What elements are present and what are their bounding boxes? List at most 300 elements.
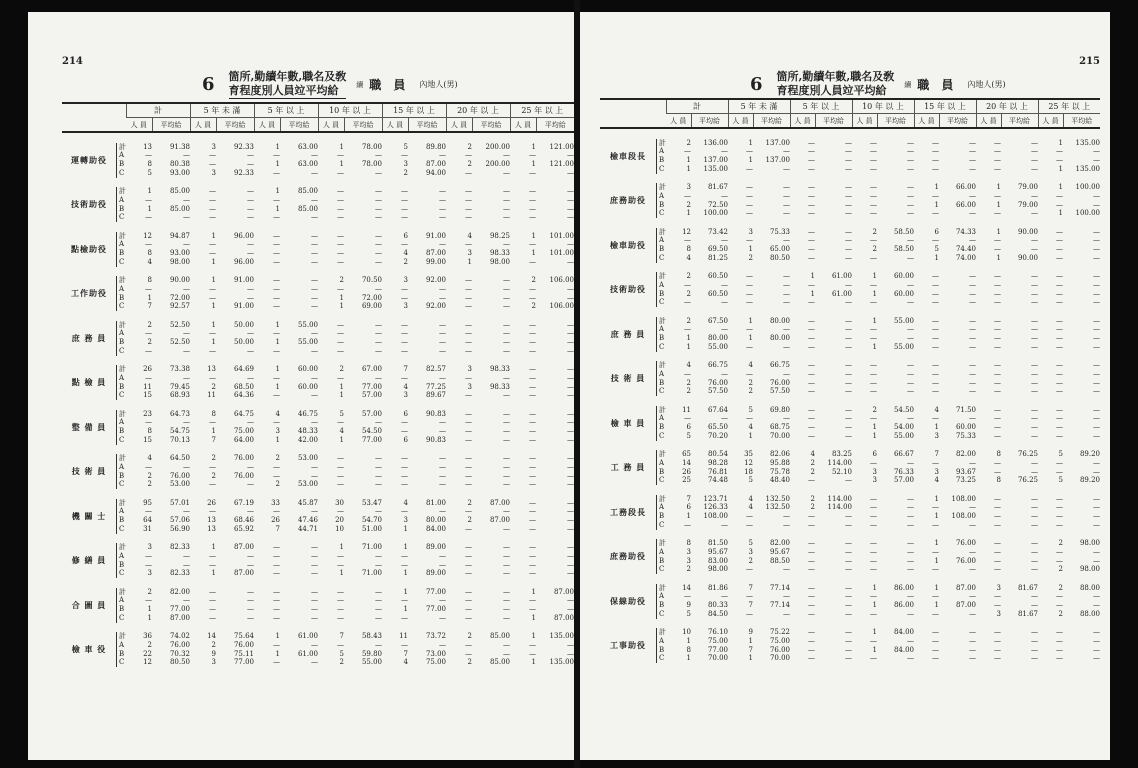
table-row xyxy=(62,169,574,178)
count-cell: — xyxy=(1056,245,1063,254)
average-pay-cell: 55.00 xyxy=(297,320,318,329)
average-pay-cell: — xyxy=(1031,156,1038,165)
average-pay-cell: 114.00 xyxy=(827,494,852,503)
average-pay-cell: — xyxy=(183,195,190,204)
education-level-label: A xyxy=(656,548,664,557)
count-cell: — xyxy=(808,334,815,343)
table-row xyxy=(62,365,574,374)
count-cell: 4 xyxy=(339,427,344,436)
row-key-cell xyxy=(656,209,666,218)
average-pay-cell: — xyxy=(439,596,446,605)
count-cell: — xyxy=(808,316,815,325)
average-pay-cell: — xyxy=(1031,414,1038,423)
average-pay-cell: 91.38 xyxy=(169,142,190,151)
average-pay-cell: — xyxy=(845,601,852,610)
count-cell: — xyxy=(145,329,152,338)
average-pay-cell: 92.00 xyxy=(425,302,446,311)
average-pay-cell: — xyxy=(503,543,510,552)
average-pay-cell: — xyxy=(567,338,574,347)
count-cell: 1 xyxy=(686,164,691,173)
count-cell: — xyxy=(932,334,939,343)
average-pay-header: 平均給 xyxy=(536,118,574,133)
average-pay-cell: 98.00 xyxy=(1079,539,1100,548)
average-pay-cell: 137.00 xyxy=(703,156,728,165)
count-cell: 2 xyxy=(275,480,280,489)
average-pay-cell: 86.00 xyxy=(893,583,914,592)
table-note: 內地人(男) xyxy=(419,80,458,89)
average-pay-cell: — xyxy=(439,613,446,622)
count-cell: — xyxy=(870,512,877,521)
education-level-label: A xyxy=(116,418,124,427)
table-number: 6 xyxy=(750,74,763,95)
average-pay-cell: — xyxy=(503,613,510,622)
average-pay-cell: 98.00 xyxy=(489,257,510,266)
count-cell: — xyxy=(273,151,280,160)
count-cell: — xyxy=(401,346,408,355)
count-cell: — xyxy=(529,213,536,222)
row-key-cell xyxy=(116,276,126,285)
average-pay-cell: — xyxy=(567,640,574,649)
count-cell: — xyxy=(209,195,216,204)
average-pay-cell: — xyxy=(1093,405,1100,414)
average-pay-cell: — xyxy=(247,613,254,622)
row-key-cell xyxy=(656,236,666,245)
average-pay-cell: 76.00 xyxy=(233,454,254,463)
count-cell: — xyxy=(808,592,815,601)
count-cell: — xyxy=(465,195,472,204)
count-cell: — xyxy=(1056,628,1063,637)
count-cell: 3 xyxy=(211,658,216,667)
average-pay-cell: 52.50 xyxy=(169,338,190,347)
average-pay-cell: 75.33 xyxy=(955,431,976,440)
table-row xyxy=(600,139,1100,148)
count-cell: — xyxy=(337,151,344,160)
average-pay-cell: — xyxy=(1031,467,1038,476)
count-cell: 8 xyxy=(996,450,1001,459)
education-level-label: C xyxy=(656,432,664,441)
average-pay-cell: — xyxy=(439,195,446,204)
count-cell: — xyxy=(684,414,691,423)
average-pay-cell: 55.00 xyxy=(893,342,914,351)
count-cell: 13 xyxy=(207,365,216,374)
average-pay-cell: 64.36 xyxy=(233,391,254,400)
average-pay-cell: 90.83 xyxy=(425,435,446,444)
count-cell: — xyxy=(145,418,152,427)
count-cell: — xyxy=(870,236,877,245)
average-pay-cell: — xyxy=(969,289,976,298)
average-pay-cell: — xyxy=(375,373,382,382)
table-row xyxy=(62,427,574,436)
table-row xyxy=(600,165,1100,174)
count-cell: 1 xyxy=(403,524,408,533)
group-spacer xyxy=(600,530,1100,540)
average-pay-cell: — xyxy=(311,231,318,240)
count-cell: — xyxy=(273,462,280,471)
row-key-cell xyxy=(656,646,666,655)
average-pay-cell: — xyxy=(845,628,852,637)
average-pay-cell: 91.00 xyxy=(233,276,254,285)
average-pay-cell: — xyxy=(907,414,914,423)
average-pay-cell: — xyxy=(503,587,510,596)
education-level-label: B xyxy=(656,379,664,388)
count-cell: 1 xyxy=(934,583,939,592)
count-cell: — xyxy=(808,191,815,200)
count-cell: — xyxy=(465,507,472,516)
row-key-cell xyxy=(656,450,666,459)
average-pay-cell: — xyxy=(311,293,318,302)
average-pay-cell: 77.00 xyxy=(707,645,728,654)
count-cell: — xyxy=(1056,289,1063,298)
table-row xyxy=(600,610,1100,619)
average-pay-cell: — xyxy=(907,334,914,343)
average-pay-cell: — xyxy=(375,587,382,596)
row-key-cell xyxy=(656,654,666,663)
job-title-label: 庶務助役 xyxy=(610,195,646,206)
education-level-label: A xyxy=(116,240,124,249)
row-key-cell xyxy=(116,169,126,178)
average-pay-cell: 85.00 xyxy=(489,658,510,667)
count-cell: 3 xyxy=(686,183,691,192)
count-cell: 14 xyxy=(682,583,691,592)
average-pay-cell: — xyxy=(567,524,574,533)
average-pay-cell: 99.00 xyxy=(425,257,446,266)
count-cell: — xyxy=(994,325,1001,334)
average-pay-cell: — xyxy=(567,427,574,436)
row-key-cell xyxy=(116,463,126,472)
average-pay-cell: — xyxy=(1093,369,1100,378)
count-cell: — xyxy=(808,361,815,370)
average-pay-cell: — xyxy=(969,654,976,663)
table-row xyxy=(62,383,574,392)
count-cell: 9 xyxy=(686,601,691,610)
count-cell: — xyxy=(932,289,939,298)
average-pay-cell: 76.25 xyxy=(1017,450,1038,459)
count-cell: — xyxy=(529,498,536,507)
row-key-cell xyxy=(116,391,126,400)
count-cell: 8 xyxy=(147,427,152,436)
count-cell: 1 xyxy=(934,556,939,565)
average-pay-cell: — xyxy=(845,512,852,521)
row-key-cell xyxy=(656,601,666,610)
count-cell: 2 xyxy=(748,556,753,565)
average-pay-cell: — xyxy=(183,418,190,427)
row-key-cell xyxy=(116,507,126,516)
average-pay-cell: 95.67 xyxy=(707,547,728,556)
count-cell: 1 xyxy=(147,613,152,622)
table-row xyxy=(600,628,1100,637)
average-pay-cell: — xyxy=(845,609,852,618)
average-pay-cell: 83.00 xyxy=(707,556,728,565)
table-row xyxy=(600,432,1100,441)
count-cell: 5 xyxy=(748,476,753,485)
average-pay-cell: 98.00 xyxy=(1079,565,1100,574)
count-cell: — xyxy=(273,543,280,552)
count-cell: 5 xyxy=(339,409,344,418)
average-pay-cell: — xyxy=(375,338,382,347)
count-cell: 1 xyxy=(996,253,1001,262)
count-cell: — xyxy=(529,480,536,489)
average-pay-cell: — xyxy=(1093,467,1100,476)
average-pay-cell: — xyxy=(503,195,510,204)
average-pay-header: 平均給 xyxy=(1001,114,1038,129)
count-cell: 11 xyxy=(399,632,408,641)
count-cell: 1 xyxy=(934,183,939,192)
average-pay-cell: — xyxy=(1093,458,1100,467)
row-key-cell xyxy=(656,228,666,237)
count-cell: 1 xyxy=(211,338,216,347)
group-spacer xyxy=(62,267,574,277)
count-cell: 4 xyxy=(748,361,753,370)
count-cell: — xyxy=(209,596,216,605)
average-pay-cell: — xyxy=(783,592,790,601)
average-pay-cell: — xyxy=(1093,289,1100,298)
average-pay-cell: 50.00 xyxy=(233,338,254,347)
row-key-cell xyxy=(116,321,126,330)
count-cell: 33 xyxy=(271,498,280,507)
average-pay-cell: — xyxy=(845,556,852,565)
count-cell: 3 xyxy=(403,516,408,525)
average-pay-cell: 135.00 xyxy=(549,658,574,667)
education-level-label: 計 xyxy=(656,183,666,192)
average-pay-cell: — xyxy=(907,369,914,378)
average-pay-cell: — xyxy=(721,147,728,156)
row-key-cell xyxy=(656,147,666,156)
average-pay-cell: — xyxy=(439,640,446,649)
average-pay-cell: — xyxy=(721,280,728,289)
count-cell: — xyxy=(529,524,536,533)
count-cell: — xyxy=(273,302,280,311)
average-pay-cell: — xyxy=(845,200,852,209)
column-group-header: 10 年 以 上 xyxy=(318,103,382,118)
average-pay-cell: — xyxy=(247,587,254,596)
count-cell: — xyxy=(808,236,815,245)
count-cell: — xyxy=(932,520,939,529)
table-row xyxy=(62,338,574,347)
count-cell: 4 xyxy=(686,253,691,262)
count-cell: — xyxy=(337,187,344,196)
count-cell: — xyxy=(932,236,939,245)
average-pay-cell: — xyxy=(503,435,510,444)
table-row xyxy=(62,596,574,605)
count-cell: — xyxy=(209,240,216,249)
average-pay-cell: 74.40 xyxy=(955,245,976,254)
average-pay-cell: 84.50 xyxy=(707,609,728,618)
average-pay-cell: — xyxy=(969,378,976,387)
count-cell: — xyxy=(808,414,815,423)
average-pay-cell: — xyxy=(567,409,574,418)
average-pay-cell: 135.00 xyxy=(1075,164,1100,173)
count-cell: — xyxy=(994,236,1001,245)
table-row xyxy=(600,406,1100,415)
average-pay-cell: 53.00 xyxy=(297,480,318,489)
average-pay-cell: — xyxy=(375,187,382,196)
job-title-label: 修 繕 員 xyxy=(71,555,107,566)
count-cell: 2 xyxy=(531,276,536,285)
education-level-label: 計 xyxy=(116,543,126,552)
average-pay-cell: — xyxy=(567,551,574,560)
average-pay-cell: 77.00 xyxy=(361,435,382,444)
count-cell: — xyxy=(465,346,472,355)
count-cell: 3 xyxy=(996,609,1001,618)
average-pay-cell: — xyxy=(247,462,254,471)
count-cell: — xyxy=(145,284,152,293)
row-key-cell xyxy=(656,370,666,379)
average-pay-cell: — xyxy=(1031,520,1038,529)
count-cell: 2 xyxy=(467,632,472,641)
count-cell: — xyxy=(1056,503,1063,512)
count-cell: — xyxy=(870,378,877,387)
count-cell: — xyxy=(1056,272,1063,281)
count-header: 人 員 xyxy=(728,114,753,129)
count-cell: — xyxy=(401,596,408,605)
education-level-label: B xyxy=(116,249,124,258)
average-pay-cell: — xyxy=(375,507,382,516)
table-row xyxy=(62,160,574,169)
row-key-cell xyxy=(116,454,126,463)
average-pay-cell: 80.00 xyxy=(707,334,728,343)
average-pay-cell: — xyxy=(247,480,254,489)
average-pay-cell: — xyxy=(1031,601,1038,610)
table-row xyxy=(62,321,574,330)
average-pay-cell: — xyxy=(721,369,728,378)
average-pay-cell: 75.64 xyxy=(233,632,254,641)
average-pay-cell: — xyxy=(783,209,790,218)
average-pay-cell: 76.10 xyxy=(707,628,728,637)
average-pay-cell: — xyxy=(969,164,976,173)
count-cell: — xyxy=(273,658,280,667)
average-pay-cell: — xyxy=(567,320,574,329)
average-pay-cell: — xyxy=(247,240,254,249)
education-level-label: B xyxy=(116,650,124,659)
count-cell: 4 xyxy=(748,423,753,432)
column-group-header: 25 年 以 上 xyxy=(510,103,574,118)
average-pay-cell: 68.46 xyxy=(233,516,254,525)
average-pay-cell: — xyxy=(845,191,852,200)
count-cell: — xyxy=(808,539,815,548)
count-cell: 1 xyxy=(211,257,216,266)
average-pay-cell: 80.00 xyxy=(425,516,446,525)
average-pay-cell: 68.93 xyxy=(169,391,190,400)
count-cell: — xyxy=(994,280,1001,289)
table-row xyxy=(62,614,574,623)
count-cell: — xyxy=(994,405,1001,414)
count-cell: 2 xyxy=(872,245,877,254)
row-key-cell xyxy=(116,632,126,641)
average-pay-cell: 87.00 xyxy=(553,613,574,622)
average-pay-cell: 87.00 xyxy=(489,516,510,525)
average-pay-cell: — xyxy=(1031,636,1038,645)
count-cell: — xyxy=(746,298,753,307)
row-key-cell xyxy=(116,213,126,222)
row-key-cell xyxy=(656,423,666,432)
count-cell: — xyxy=(209,329,216,338)
count-cell: 10 xyxy=(682,628,691,637)
average-pay-cell: 61.00 xyxy=(297,632,318,641)
average-pay-cell: — xyxy=(907,325,914,334)
average-pay-cell: 66.00 xyxy=(955,200,976,209)
average-pay-cell: 101.00 xyxy=(549,231,574,240)
count-cell: 1 xyxy=(531,658,536,667)
count-cell: — xyxy=(808,476,815,485)
count-cell: 30 xyxy=(335,498,344,507)
count-cell: 4 xyxy=(403,382,408,391)
row-key-cell xyxy=(116,569,126,578)
average-pay-cell: — xyxy=(907,512,914,521)
count-cell: — xyxy=(465,462,472,471)
count-cell: — xyxy=(932,272,939,281)
count-cell: — xyxy=(808,342,815,351)
group-spacer xyxy=(62,623,574,633)
count-cell: 2 xyxy=(810,467,815,476)
count-cell: — xyxy=(337,329,344,338)
count-cell: 3 xyxy=(403,160,408,169)
education-level-label: B xyxy=(656,245,664,254)
average-pay-cell: 135.00 xyxy=(549,632,574,641)
job-title-label: 技術助役 xyxy=(610,284,646,295)
count-cell: — xyxy=(808,645,815,654)
average-pay-cell: — xyxy=(1093,298,1100,307)
group-spacer xyxy=(600,574,1100,584)
count-cell: — xyxy=(401,195,408,204)
education-level-label: C xyxy=(116,614,124,623)
table-row xyxy=(62,605,574,614)
count-cell: 2 xyxy=(810,503,815,512)
row-key-cell xyxy=(116,499,126,508)
count-cell: — xyxy=(808,164,815,173)
table-row xyxy=(62,205,574,214)
average-pay-cell: — xyxy=(1031,325,1038,334)
average-pay-cell: — xyxy=(183,151,190,160)
count-cell: 2 xyxy=(872,405,877,414)
education-level-label: B xyxy=(116,516,124,525)
count-cell: — xyxy=(465,640,472,649)
count-cell: — xyxy=(401,462,408,471)
average-pay-cell: — xyxy=(845,156,852,165)
education-level-label: 計 xyxy=(116,143,126,152)
row-key-cell xyxy=(116,516,126,525)
average-pay-cell: — xyxy=(375,329,382,338)
average-pay-cell: — xyxy=(567,329,574,338)
average-pay-cell: 74.33 xyxy=(955,227,976,236)
count-cell: — xyxy=(1056,156,1063,165)
count-cell: — xyxy=(337,240,344,249)
average-pay-cell: — xyxy=(1031,628,1038,637)
count-cell: — xyxy=(684,147,691,156)
count-cell: 2 xyxy=(1058,609,1063,618)
education-level-label: B xyxy=(656,290,664,299)
count-cell: — xyxy=(145,151,152,160)
average-pay-cell: — xyxy=(375,213,382,222)
average-pay-cell: 66.00 xyxy=(955,183,976,192)
count-cell: — xyxy=(870,494,877,503)
count-cell: — xyxy=(870,609,877,618)
count-cell: — xyxy=(465,213,472,222)
average-pay-cell: 114.00 xyxy=(827,458,852,467)
education-level-label: B xyxy=(656,601,664,610)
education-level-label: C xyxy=(116,347,124,356)
row-key-cell xyxy=(656,387,666,396)
average-pay-cell: — xyxy=(845,236,852,245)
count-cell: — xyxy=(870,503,877,512)
count-cell: 1 xyxy=(686,654,691,663)
count-cell: 5 xyxy=(147,168,152,177)
education-level-label: A xyxy=(116,285,124,294)
average-pay-cell: — xyxy=(907,547,914,556)
average-pay-cell: — xyxy=(567,649,574,658)
job-title-label: 庶 務 員 xyxy=(610,328,646,339)
count-cell: 7 xyxy=(211,435,216,444)
count-cell: 95 xyxy=(143,498,152,507)
